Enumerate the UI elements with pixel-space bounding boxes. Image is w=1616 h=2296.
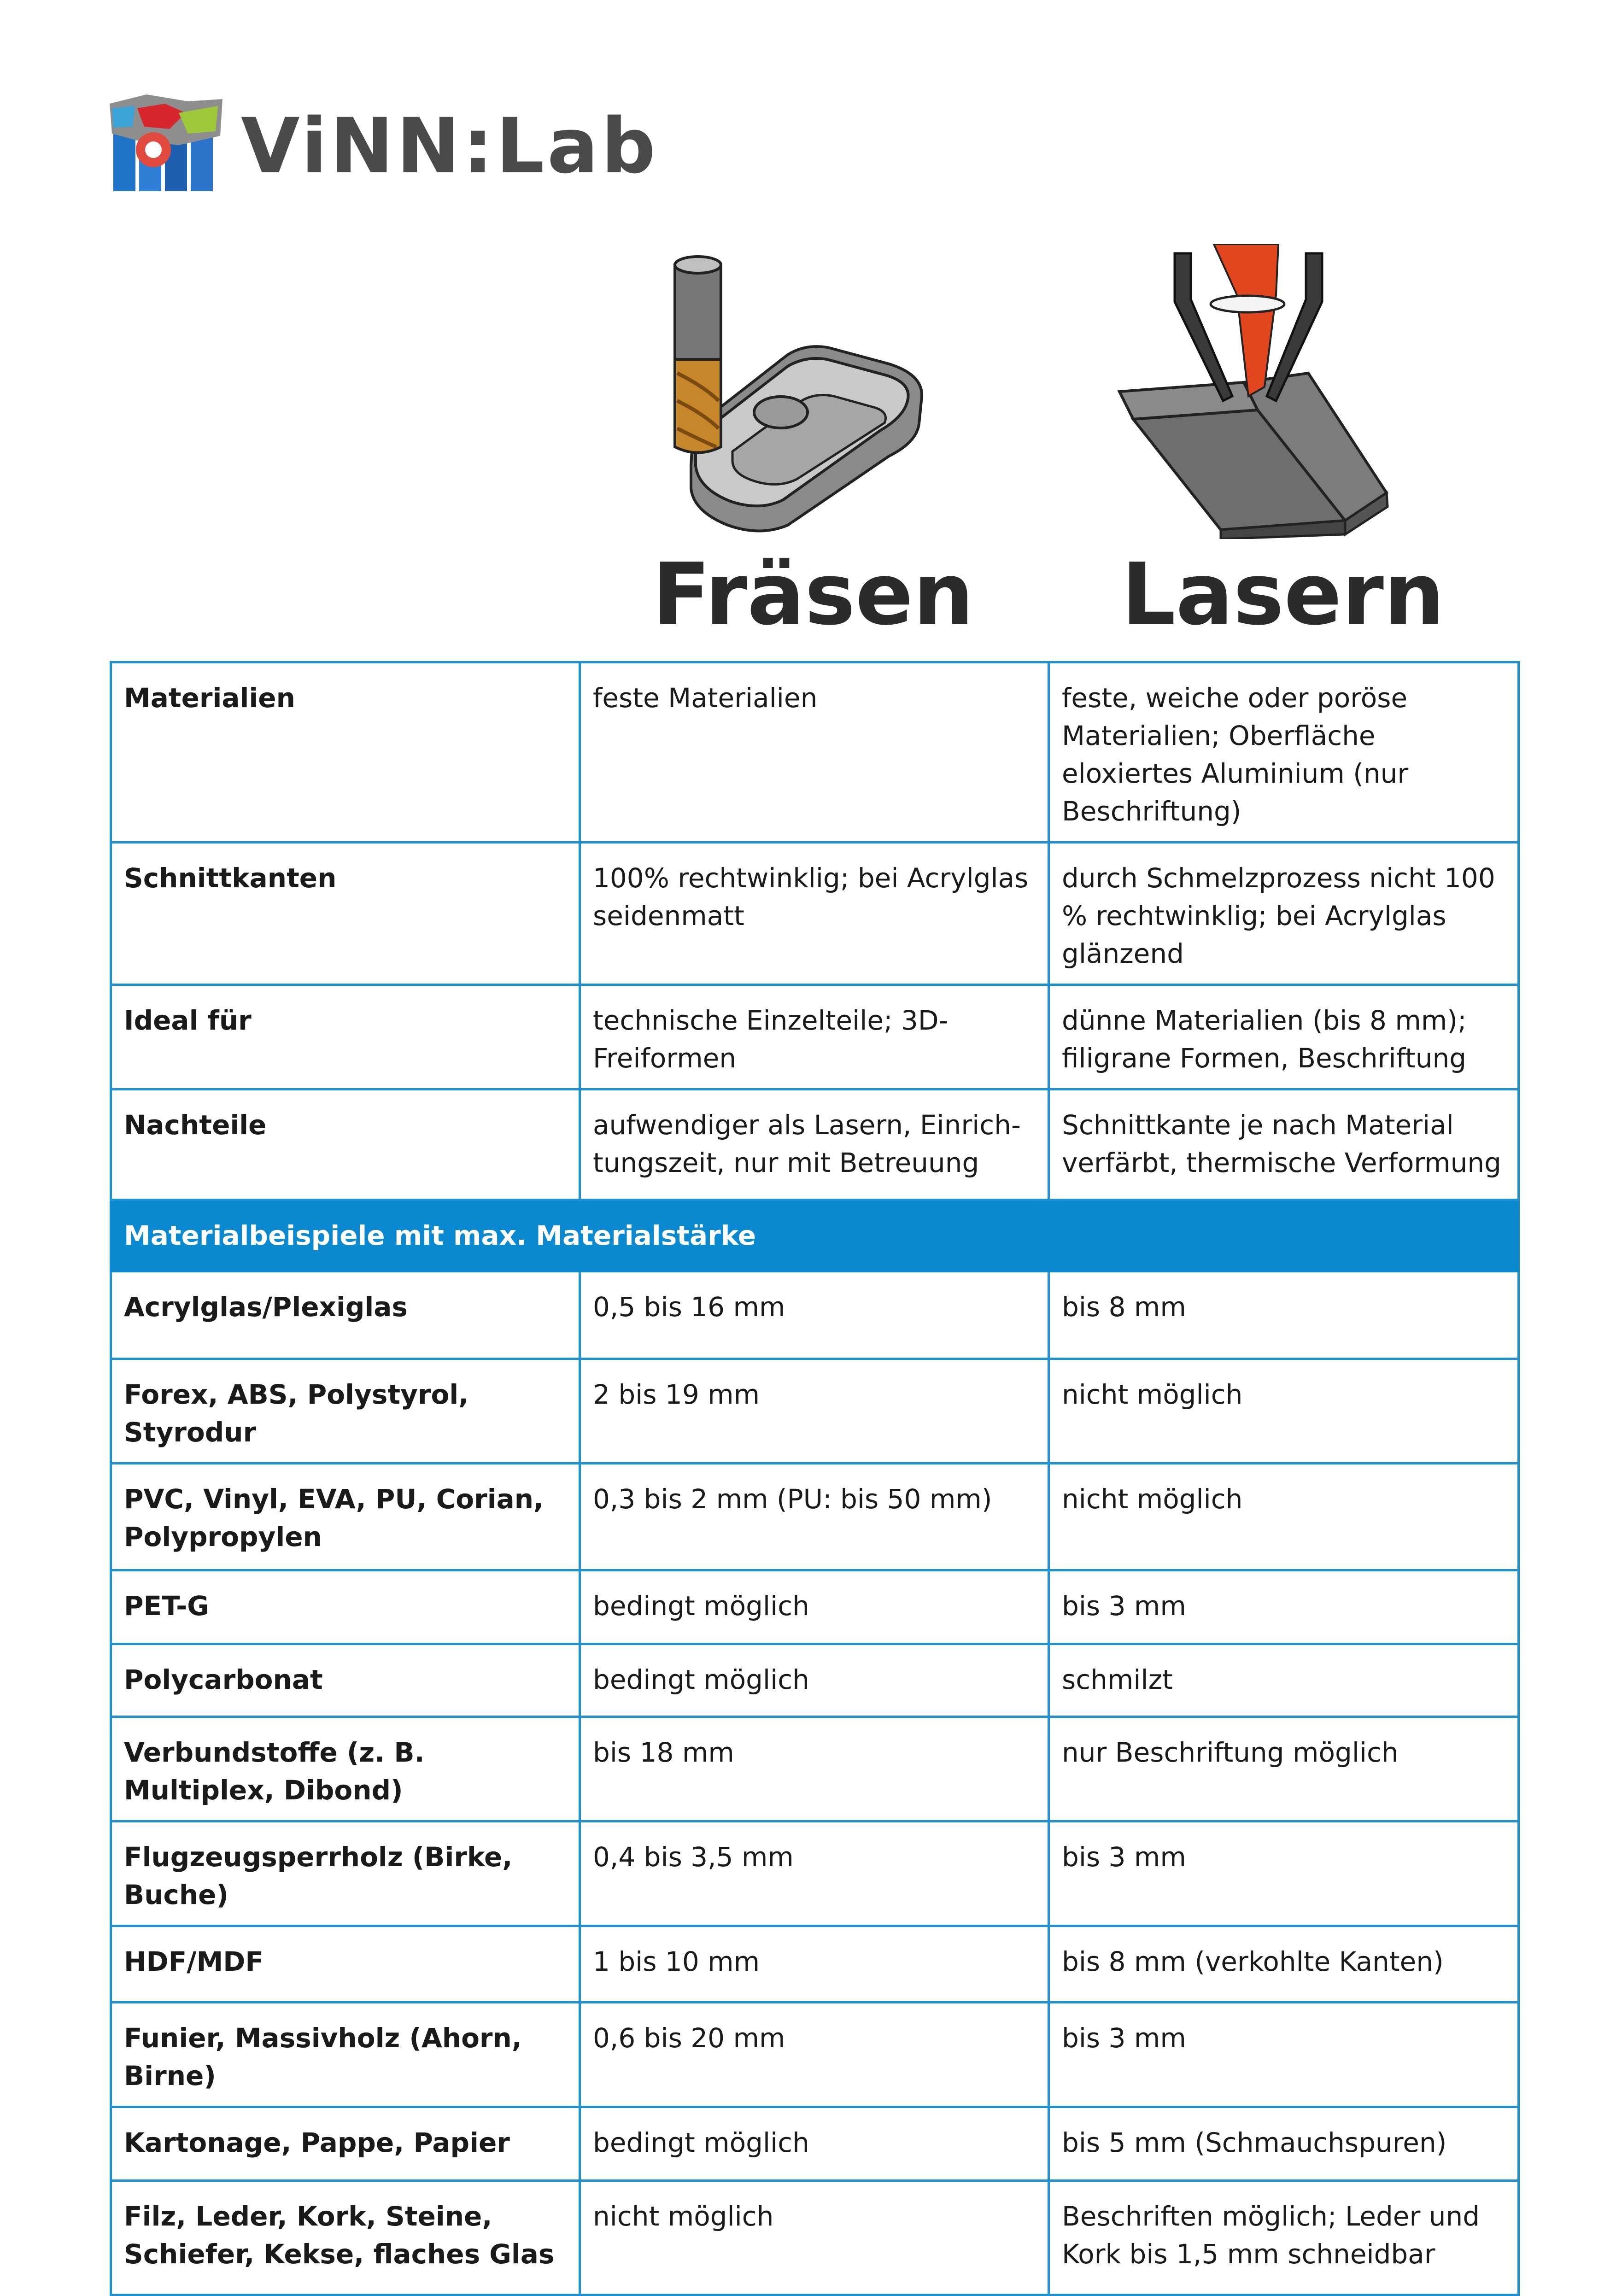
vinnlab-logo-mark (110, 94, 225, 198)
mill-value: 100% rechtwinklig; bei Acrylglas seidenmatt (580, 843, 1049, 985)
table-row (111, 662, 1519, 843)
column-title-laser: Lasern (1121, 545, 1445, 644)
table-row (111, 2107, 1519, 2181)
table-row (111, 1359, 1519, 1464)
laser-value: nicht möglich (1049, 1359, 1519, 1464)
mill-value: bis 18 mm (580, 1717, 1049, 1822)
laser-head-icon (1106, 244, 1400, 539)
material-label: Filz, Leder, Kork, Steine, Schiefer, Kekse, flaches Glas (111, 2181, 580, 2295)
laser-value: bis 5 mm (Schmauchspuren) (1049, 2107, 1519, 2181)
mill-value: 2 bis 19 mm (580, 1359, 1049, 1464)
milling-cutter-icon (650, 249, 926, 534)
laser-value: feste, weiche oder poröse Materialien; Oberfläche eloxiertes Aluminium (nur Beschriftung) (1049, 662, 1519, 843)
laser-value: durch Schmelzprozess nicht 100 % rechtwinklig; bei Acrylglas glänzend (1049, 843, 1519, 985)
table-row (111, 1271, 1519, 1359)
row-label: Materialien (111, 662, 580, 843)
table-row (111, 1644, 1519, 1717)
table-row (111, 1464, 1519, 1570)
section-header: Materialbeispiele mit max. Materialstärke (111, 1200, 1519, 1271)
table-row (111, 1570, 1519, 1644)
mill-value: 0,4 bis 3,5 mm (580, 1822, 1049, 1926)
table-row (111, 1926, 1519, 2003)
table-row (111, 1089, 1519, 1200)
table-row (111, 2003, 1519, 2107)
laser-value: bis 3 mm (1049, 1822, 1519, 1926)
material-label: Forex, ABS, Polystyrol, Styrodur (111, 1359, 580, 1464)
laser-value: bis 3 mm (1049, 1570, 1519, 1644)
material-label: Acrylglas/Plexiglas (111, 1271, 580, 1359)
laser-value: Beschriften möglich; Leder und Kork bis 1,5 mm schneidbar (1049, 2181, 1519, 2295)
mill-value: 0,6 bis 20 mm (580, 2003, 1049, 2107)
material-label: Verbundstoffe (z. B. Multiplex, Dibond) (111, 1717, 580, 1822)
table-row (111, 985, 1519, 1089)
material-label: Flugzeugsperrholz (Birke, Buche) (111, 1822, 580, 1926)
laser-value: dünne Materialien (bis 8 mm); filigrane Formen, Beschriftung (1049, 985, 1519, 1089)
mill-value: feste Materialien (580, 662, 1049, 843)
material-label: HDF/MDF (111, 1926, 580, 2003)
mill-value: 0,5 bis 16 mm (580, 1271, 1049, 1359)
mill-value: nicht möglich (580, 2181, 1049, 2295)
table-row (111, 1822, 1519, 1926)
mill-value: bedingt möglich (580, 1644, 1049, 1717)
laser-value: bis 8 mm (verkohlte Kanten) (1049, 1926, 1519, 2003)
row-label: Ideal für (111, 985, 580, 1089)
material-label: Funier, Massivholz (Ahorn, Birne) (111, 2003, 580, 2107)
laser-value: Schnittkante je nach Material verfärbt, thermische Verformung (1049, 1089, 1519, 1200)
material-label: PVC, Vinyl, EVA, PU, Corian, Polypropylen (111, 1464, 580, 1570)
material-label: Polycarbonat (111, 1644, 580, 1717)
mill-value: technische Einzelteile; 3D-Freiformen (580, 985, 1049, 1089)
material-label: PET-G (111, 1570, 580, 1644)
table-row (111, 843, 1519, 985)
laser-value: bis 3 mm (1049, 2003, 1519, 2107)
comparison-table (110, 661, 1520, 2296)
section-header-row (111, 1200, 1519, 1271)
table-row (111, 1717, 1519, 1822)
mill-value: aufwendiger als Lasern, Einrich-tungszeit, nur mit Betreuung (580, 1089, 1049, 1200)
row-label: Nachteile (111, 1089, 580, 1200)
mill-value: 0,3 bis 2 mm (PU: bis 50 mm) (580, 1464, 1049, 1570)
mill-value: bedingt möglich (580, 1570, 1049, 1644)
logo-text: ViNN:Lab (241, 102, 659, 190)
laser-value: schmilzt (1049, 1644, 1519, 1717)
logo (110, 94, 659, 198)
laser-value: bis 8 mm (1049, 1271, 1519, 1359)
row-label: Schnittkanten (111, 843, 580, 985)
column-title-mill: Fräsen (652, 545, 974, 644)
mill-value: bedingt möglich (580, 2107, 1049, 2181)
material-label: Kartonage, Pappe, Papier (111, 2107, 580, 2181)
mill-value: 1 bis 10 mm (580, 1926, 1049, 2003)
table-row (111, 2181, 1519, 2295)
laser-value: nur Beschriftung möglich (1049, 1717, 1519, 1822)
laser-value: nicht möglich (1049, 1464, 1519, 1570)
